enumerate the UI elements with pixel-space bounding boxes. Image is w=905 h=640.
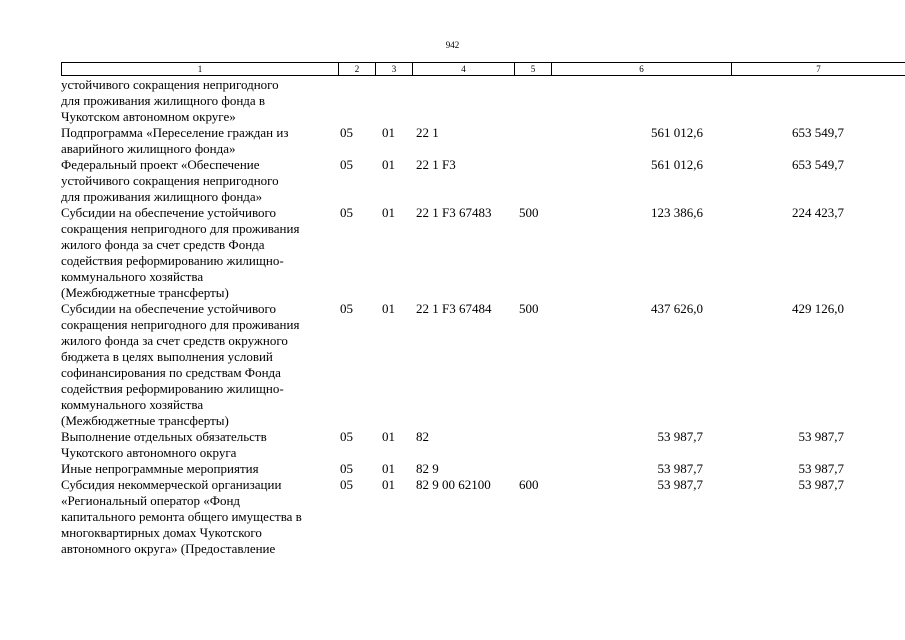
- table-row: [61, 77, 905, 125]
- row-section: 05: [340, 461, 353, 476]
- row-target-code: 82: [416, 429, 429, 444]
- row-section: 05: [340, 477, 353, 492]
- row-amount-year-2: 653 549,7: [792, 157, 844, 172]
- row-subsection: 01: [382, 157, 395, 172]
- row-amount-year-1: 123 386,6: [651, 205, 703, 220]
- table-header: [61, 62, 905, 76]
- header-col-5: 5: [515, 63, 552, 75]
- row-section: 05: [340, 125, 353, 140]
- row-name: Субсидия некоммерческой организации «Региональный оператор «Фонд капитального ремонта общего имущества в многоквартирных домах Чукотского автономного округа» (Предоставление: [61, 477, 302, 556]
- row-amount-year-1: 561 012,6: [651, 125, 703, 140]
- row-target-code: 82 9: [416, 461, 439, 476]
- header-col-2: 2: [339, 63, 376, 75]
- row-expense-type: 500: [519, 301, 539, 316]
- row-expense-type: 500: [519, 205, 539, 220]
- row-amount-year-2: 429 126,0: [792, 301, 844, 316]
- row-target-code: 22 1: [416, 125, 439, 140]
- header-col-3: 3: [376, 63, 413, 75]
- row-name: Субсидии на обеспечение устойчивого сокращения непригодного для проживания жилого фонда за счет средств окружного бюджета в целях выполнения условий софинансирования по средствам Фонда содействия реформированию жилищно- коммунального хозяйства (Межбюджетные трансферты): [61, 301, 300, 428]
- header-col-4: 4: [413, 63, 515, 75]
- row-subsection: 01: [382, 477, 395, 492]
- row-amount-year-1: 561 012,6: [651, 157, 703, 172]
- row-subsection: 01: [382, 301, 395, 316]
- row-section: 05: [340, 301, 353, 316]
- row-amount-year-2: 53 987,7: [798, 429, 844, 444]
- row-name: Субсидии на обеспечение устойчивого сокращения непригодного для проживания жилого фонда за счет средств Фонда содействия реформированию жилищно- коммунального хозяйства (Межбюджетные трансферты): [61, 205, 300, 300]
- row-subsection: 01: [382, 205, 395, 220]
- row-section: 05: [340, 205, 353, 220]
- row-target-code: 22 1 F3 67484: [416, 301, 492, 316]
- table-row: [61, 301, 905, 429]
- row-subsection: 01: [382, 429, 395, 444]
- header-col-7: 7: [816, 64, 821, 74]
- table-row: [61, 477, 905, 557]
- row-name: Федеральный проект «Обеспечение устойчивого сокращения непригодного для проживания жилищного фонда»: [61, 157, 279, 204]
- row-target-code: 82 9 00 62100: [416, 477, 491, 492]
- row-amount-year-1: 53 987,7: [657, 429, 703, 444]
- row-subsection: 01: [382, 461, 395, 476]
- table-row: [61, 125, 905, 157]
- row-expense-type: 600: [519, 477, 539, 492]
- row-name: Подпрограмма «Переселение граждан из аварийного жилищного фонда»: [61, 125, 289, 156]
- row-name: Выполнение отдельных обязательств Чукотского автономного округа: [61, 429, 267, 460]
- row-section: 05: [340, 429, 353, 444]
- row-amount-year-2: 653 549,7: [792, 125, 844, 140]
- table-row: [61, 157, 905, 205]
- header-col-1: 1: [62, 63, 339, 75]
- row-target-code: 22 1 F3 67483: [416, 205, 492, 220]
- table-row: [61, 429, 905, 461]
- header-col-6: 6: [552, 63, 732, 75]
- page-number: 942: [445, 40, 460, 50]
- row-amount-year-2: 224 423,7: [792, 205, 844, 220]
- row-amount-year-2: 53 987,7: [798, 461, 844, 476]
- row-section: 05: [340, 157, 353, 172]
- table-row: [61, 461, 905, 477]
- row-name: Иные непрограммные мероприятия: [61, 461, 259, 476]
- table-body: [61, 77, 905, 557]
- row-amount-year-1: 53 987,7: [657, 477, 703, 492]
- row-subsection: 01: [382, 125, 395, 140]
- row-target-code: 22 1 F3: [416, 157, 456, 172]
- row-amount-year-2: 53 987,7: [798, 477, 844, 492]
- row-name: устойчивого сокращения непригодного для проживания жилищного фонда в Чукотском автономном округе»: [61, 77, 279, 124]
- table-row: [61, 205, 905, 301]
- row-amount-year-1: 437 626,0: [651, 301, 703, 316]
- row-amount-year-1: 53 987,7: [657, 461, 703, 476]
